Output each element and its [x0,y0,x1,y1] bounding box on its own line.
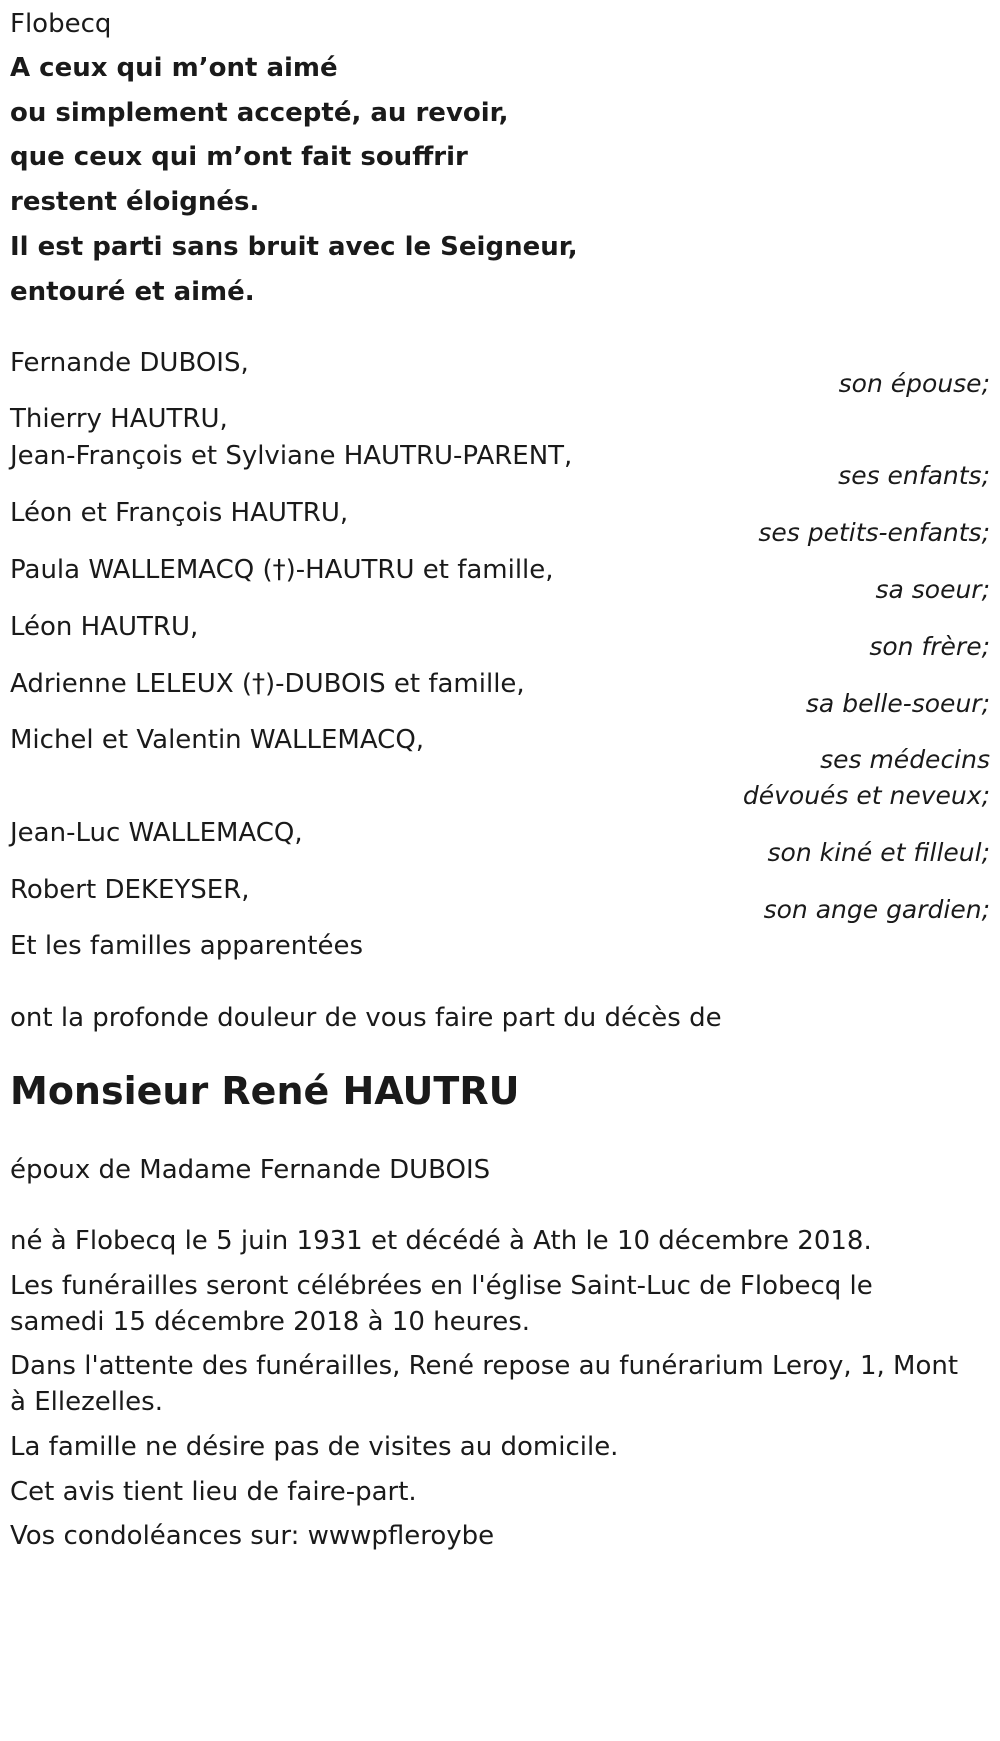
family-name: Adrienne LELEUX (†)-DUBOIS et famille, [10,669,525,699]
family-role: ses enfants; [838,461,990,490]
family-role: sa belle-soeur; [805,689,990,718]
family-role: son épouse; [838,369,990,398]
family-name: Léon et François HAUTRU, [10,498,349,528]
family-role: son kiné et filleul; [767,838,990,867]
poem-line: ou simplement accepté, au revoir, [10,98,509,128]
family-role: sa soeur; [875,575,990,604]
family-role: son frère; [869,632,990,661]
family-role: ses médecins [820,745,990,774]
detail-line: né à Flobecq le 5 juin 1931 et décédé à Ath le 10 décembre 2018. [10,1226,872,1256]
poem-line: entouré et aimé. [10,277,255,307]
family-name: Robert DEKEYSER, [10,875,250,905]
family-name: Jean-François et Sylviane HAUTRU-PARENT, [10,441,573,471]
deceased-name: Monsieur René HAUTRU [10,1069,520,1113]
location: Flobecq [10,9,112,39]
announcement: ont la profonde douleur de vous faire part du décès de [10,1003,722,1033]
poem-line: que ceux qui m’ont fait souffrir [10,142,468,172]
family-name: Paula WALLEMACQ (†)-HAUTRU et famille, [10,555,554,585]
detail-line: Les funérailles seront célébrées en l'église Saint-Luc de Flobecq le [10,1271,873,1301]
detail-line: samedi 15 décembre 2018 à 10 heures. [10,1307,530,1337]
poem-line: Il est parti sans bruit avec le Seigneur, [10,232,578,262]
poem-line: A ceux qui m’ont aimé [10,53,338,83]
family-name: Fernande DUBOIS, [10,348,249,378]
detail-line: Vos condoléances sur: wwwpfleroybe [10,1521,495,1551]
family-name: Léon HAUTRU, [10,612,199,642]
family-role: ses petits-enfants; [758,518,990,547]
poem-line: restent éloignés. [10,187,260,217]
detail-line: La famille ne désire pas de visites au domicile. [10,1432,619,1462]
family-role: dévoués et neveux; [742,781,990,810]
detail-line: Cet avis tient lieu de faire-part. [10,1477,417,1507]
detail-line: Dans l'attente des funérailles, René repose au funérarium Leroy, 1, Mont [10,1351,959,1381]
detail-line: à Ellezelles. [10,1387,163,1417]
family-role: son ange gardien; [763,895,990,924]
spouse-line: époux de Madame Fernande DUBOIS [10,1155,491,1185]
family-name: Et les familles apparentées [10,931,364,961]
family-name: Jean-Luc WALLEMACQ, [10,818,303,848]
family-name: Michel et Valentin WALLEMACQ, [10,725,425,755]
family-name: Thierry HAUTRU, [10,404,228,434]
